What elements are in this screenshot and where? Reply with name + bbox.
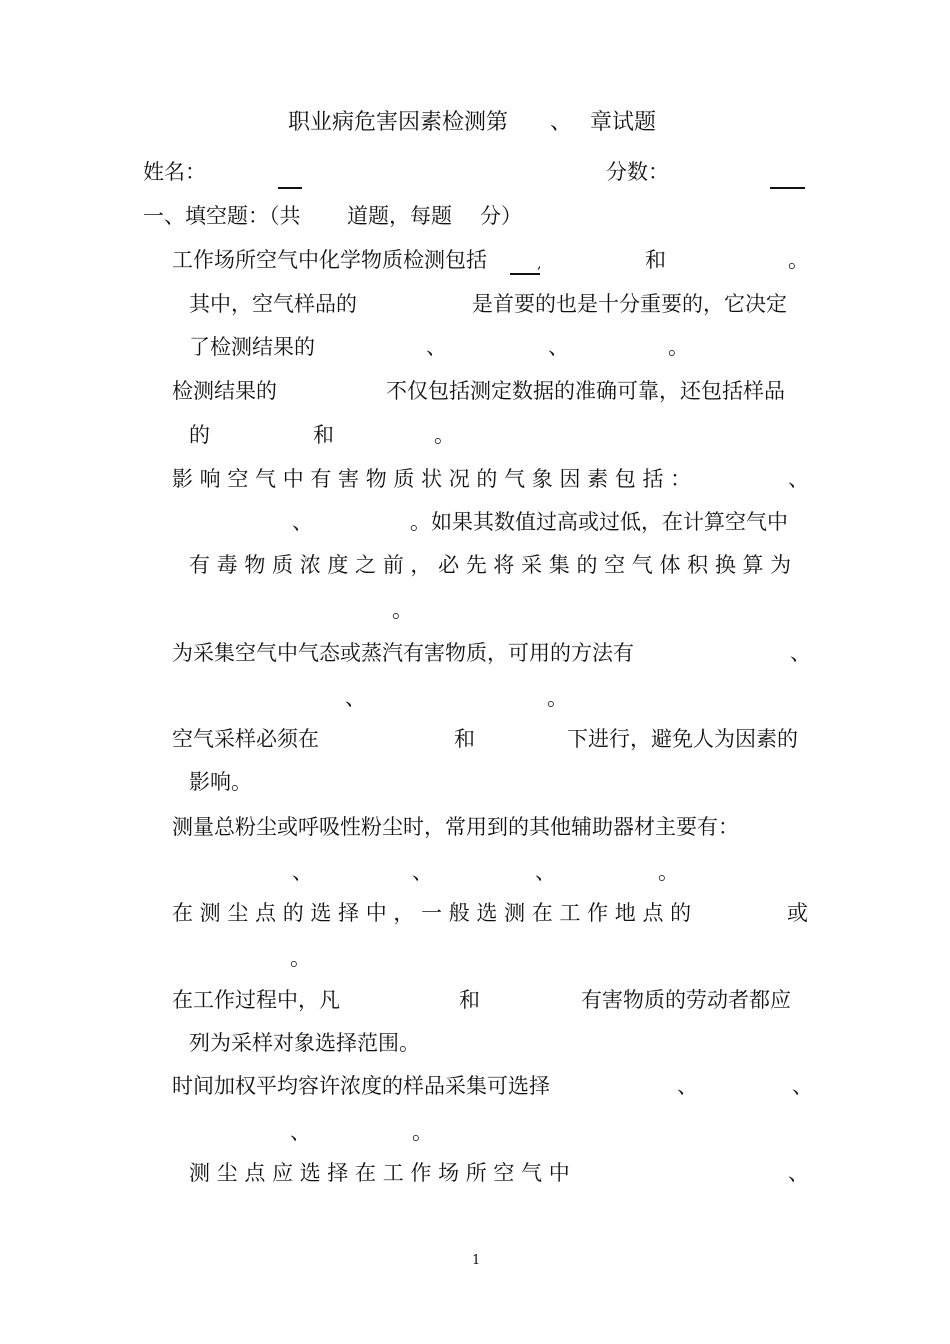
q3-line3: 有 毒 物 质 浓 度 之 前 ， 必 先 将 采 集 的 空 气 体 积 换 算 为 [189,553,792,577]
q7-line2: 。 [290,946,311,970]
name-blank[interactable] [278,187,302,189]
q7-line1: 在 测 尘 点 的 选 择 中 ， 一 般 选 测 在 工 作 地 点 的 [172,901,692,925]
doc-title-tail: 章试题 [590,110,657,135]
q3-line2-b: 。如果其数值过高或过低，在计算空气中 [410,510,788,534]
q2-line2-c: 。 [434,423,455,447]
q9-line1: 时间加权平均容许浓度的样品采集可选择 [172,1074,550,1098]
q1-line1-comma: , [537,256,542,272]
page-number: 1 [472,1253,481,1268]
q6-line2-d: 。 [658,860,679,884]
q6-line2-c: 、 [535,860,556,884]
q8-line2: 列为采样对象选择范围。 [189,1031,420,1055]
q7-line1-b: 或 [787,901,808,925]
q2-line2: 的 [189,423,210,447]
name-label: 姓名： [143,160,206,184]
q1-line3-d: 。 [668,335,689,359]
q2-line1: 检测结果的 [172,379,277,403]
section-heading-end: 分） [480,204,522,228]
q1-line2-b: 是首要的也是十分重要的，它决定 [472,292,787,316]
q4-line2-b: 。 [547,686,568,710]
q3-line4: 。 [392,598,413,622]
q1-line1-and: 和 [645,248,666,272]
section-heading-mid: 道题，每题 [347,204,452,228]
doc-title: 职业病危害因素检测第 [288,110,509,135]
q4-line2: 、 [345,686,366,710]
q5-line1-c: 下进行，避免人为因素的 [567,727,798,751]
score-label: 分数： [606,160,669,184]
section-heading: 一、填空题：（共 [143,204,301,228]
q1-line1: 工作场所空气中化学物质检测包括 [172,248,487,272]
q1-line3: 了检测结果的 [189,335,315,359]
q2-line2-b: 和 [313,423,334,447]
q3-line1-b: 、 [788,467,809,491]
q8-line1-b: 和 [459,988,480,1012]
q8-line1: 在工作过程中，凡 [172,988,340,1012]
q5-line1: 空气采样必须在 [172,727,319,751]
q6-line2-b: 、 [412,860,433,884]
q3-line2: 、 [292,510,313,534]
q10-line1: 测 尘 点 应 选 择 在 工 作 场 所 空 气 中 [189,1161,570,1185]
q9-line2-a: 、 [290,1120,311,1144]
q4-line1-b: 、 [790,641,811,665]
q10-line1-b: 、 [788,1161,809,1185]
q6-line2-a: 、 [292,860,313,884]
q9-line1-c: 、 [792,1074,813,1098]
q1-line3-c: 、 [548,335,569,359]
q1-line3-b: 、 [426,335,447,359]
q4-line1: 为采集空气中气态或蒸汽有害物质，可用的方法有 [172,641,634,665]
q5-line1-b: 和 [454,727,475,751]
q8-line1-c: 有害物质的劳动者都应 [581,988,791,1012]
q9-line1-b: 、 [677,1074,698,1098]
q9-line2-b: 。 [412,1120,433,1144]
q2-line1-b: 不仅包括测定数据的准确可靠，还包括样品 [386,379,785,403]
q1-blank-1[interactable] [510,273,540,275]
q1-line2: 其中，空气样品的 [189,292,357,316]
q5-line2: 影响。 [189,770,252,794]
doc-title-separator: 、 [550,110,573,135]
q3-line1: 影 响 空 气 中 有 害 物 质 状 况 的 气 象 因 素 包 括 ： [172,467,692,491]
q1-line1-end: 。 [788,248,809,272]
score-blank[interactable] [770,187,805,189]
q6-line1: 测量总粉尘或呼吸性粉尘时，常用到的其他辅助器材主要有： [172,815,739,839]
